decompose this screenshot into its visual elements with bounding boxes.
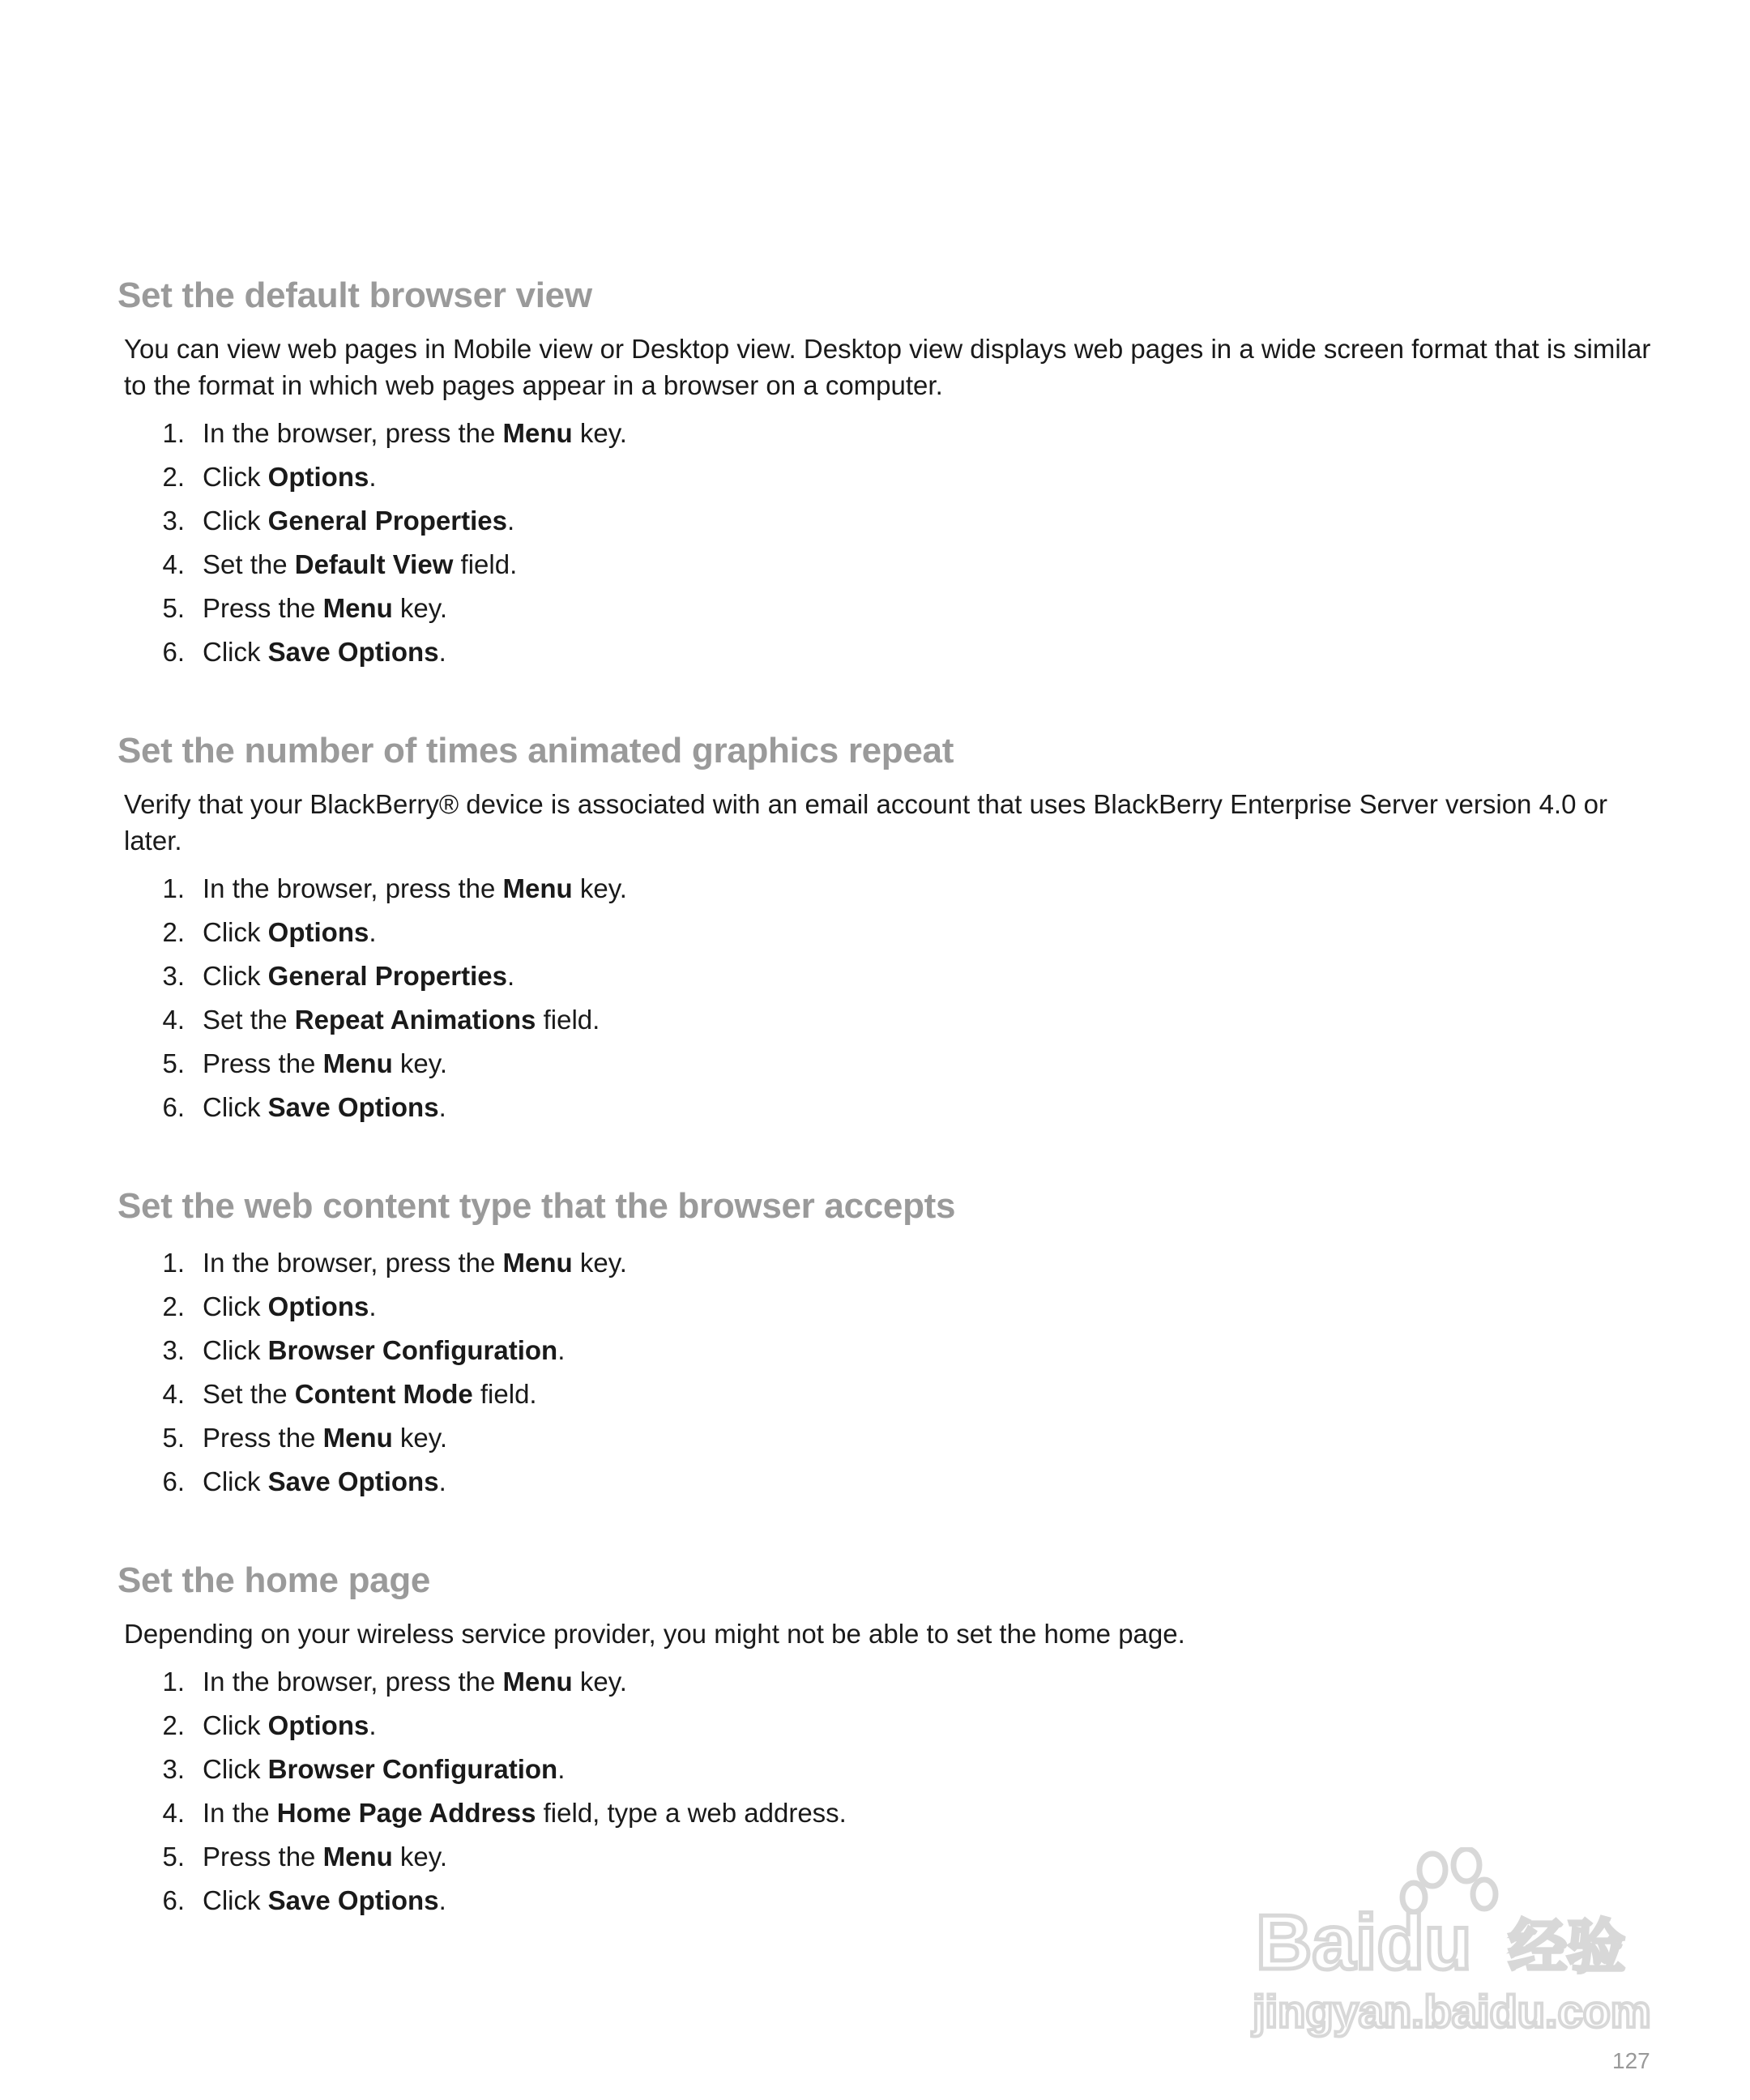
step-item	[117, 543, 1657, 587]
step-text-pre: Click	[203, 1754, 268, 1784]
step-number: 6.	[162, 1885, 185, 1915]
step-number: 2.	[162, 917, 185, 947]
step-text-pre: Click	[203, 1335, 268, 1365]
step-item	[117, 1704, 1657, 1748]
step-number: 2.	[162, 462, 185, 492]
step-text	[203, 1416, 447, 1460]
step-ui-term: Save Options	[267, 1466, 439, 1496]
step-text-post: field.	[472, 1379, 537, 1409]
section-intro: You can view web pages in Mobile view or Desktop view. Desktop view displays web pages in a wide screen format that is similar to the format in which web pages appear in a browser on a computer.	[124, 334, 1651, 400]
step-ui-term: Save Options	[267, 637, 439, 667]
step-text-post: .	[369, 1291, 377, 1321]
watermark-brand-suffix: 经验	[1509, 1913, 1626, 1981]
step-text-post: key.	[572, 1667, 627, 1697]
steps-list	[117, 867, 1657, 1129]
step-ui-term: Options	[267, 1710, 369, 1740]
document-page	[117, 275, 1657, 1979]
page-number: 127	[1612, 2048, 1650, 2073]
step-number: 3.	[162, 1335, 185, 1365]
step-text-post: .	[557, 1754, 566, 1784]
step-ui-term: Menu	[322, 1048, 393, 1078]
step-ui-term: Browser Configuration	[267, 1754, 558, 1784]
step-text	[203, 630, 446, 674]
step-text-post: .	[438, 1092, 446, 1122]
section-title: Set the web content type that the browser accepts	[117, 1186, 956, 1226]
step-ui-term: Menu	[502, 418, 573, 448]
step-ui-term: Options	[267, 917, 369, 947]
step-ui-term: Menu	[322, 593, 393, 623]
step-text-post: .	[369, 462, 377, 492]
step-text-post: field.	[536, 1005, 600, 1035]
step-ui-term: Options	[267, 1291, 369, 1321]
step-ui-term: Menu	[502, 873, 573, 903]
step-ui-term: Menu	[502, 1248, 573, 1278]
step-text	[203, 1791, 847, 1835]
step-text-pre: In the browser, press the	[203, 1248, 503, 1278]
step-text-post: .	[438, 637, 446, 667]
step-ui-term: Home Page Address	[276, 1798, 536, 1828]
step-item	[117, 1329, 1657, 1372]
step-text-pre: Click	[203, 1710, 268, 1740]
step-ui-term: Browser Configuration	[267, 1335, 558, 1365]
watermark-url: jingyan.baidu.com	[1253, 1986, 1651, 2037]
step-item	[117, 1791, 1657, 1835]
step-ui-term: General Properties	[267, 506, 507, 536]
step-text-pre: Set the	[203, 549, 295, 579]
step-text-post: .	[438, 1885, 446, 1915]
step-text-post: key.	[392, 1048, 447, 1078]
step-item	[117, 1086, 1657, 1129]
step-text	[203, 1748, 565, 1791]
step-text-pre: Click	[203, 1291, 268, 1321]
step-text-pre: In the browser, press the	[203, 1667, 503, 1697]
step-number: 5.	[162, 1048, 185, 1078]
step-text-pre: In the	[203, 1798, 277, 1828]
step-ui-term: Menu	[502, 1667, 573, 1697]
step-text	[203, 1241, 627, 1285]
step-number: 6.	[162, 1466, 185, 1496]
step-text-pre: Press the	[203, 593, 323, 623]
step-number: 5.	[162, 1842, 185, 1872]
step-text	[203, 1835, 447, 1879]
step-text-pre: Click	[203, 917, 268, 947]
step-text-pre: Press the	[203, 1048, 323, 1078]
step-item	[117, 1241, 1657, 1285]
step-item	[117, 412, 1657, 455]
baidu-jingyan-watermark	[1248, 1847, 1669, 2042]
step-item	[117, 455, 1657, 499]
step-ui-term: Save Options	[267, 1092, 439, 1122]
step-number: 3.	[162, 506, 185, 536]
step-item	[117, 587, 1657, 630]
step-item	[117, 1285, 1657, 1329]
step-text-post: key.	[572, 418, 627, 448]
step-text	[203, 867, 627, 911]
step-number: 4.	[162, 1005, 185, 1035]
section	[117, 275, 1657, 674]
step-text	[203, 1879, 446, 1923]
step-number: 1.	[162, 1667, 185, 1697]
step-text	[203, 1329, 565, 1372]
step-text-post: key.	[392, 1842, 447, 1872]
step-number: 3.	[162, 1754, 185, 1784]
section-title: Set the default browser view	[117, 275, 592, 315]
step-text-pre: Click	[203, 637, 268, 667]
step-number: 4.	[162, 549, 185, 579]
step-text	[203, 1042, 447, 1086]
step-item	[117, 954, 1657, 998]
steps-list	[117, 412, 1657, 674]
step-text-pre: In the browser, press the	[203, 418, 503, 448]
section-intro: Depending on your wireless service provider, you might not be able to set the home page.	[124, 1619, 1185, 1649]
section-title: Set the home page	[117, 1560, 431, 1600]
step-text	[203, 499, 514, 543]
step-number: 3.	[162, 961, 185, 991]
step-item	[117, 630, 1657, 674]
section-title: Set the number of times animated graphics repeat	[117, 731, 954, 770]
section-intro: Verify that your BlackBerry® device is associated with an email account that uses BlackBerry Enterprise Server version 4.0 or later.	[124, 789, 1607, 856]
step-number: 2.	[162, 1291, 185, 1321]
step-text	[203, 587, 447, 630]
step-text	[203, 1460, 446, 1504]
step-item	[117, 499, 1657, 543]
step-item	[117, 911, 1657, 954]
step-number: 5.	[162, 1423, 185, 1453]
step-text-pre: In the browser, press the	[203, 873, 503, 903]
step-ui-term: Menu	[322, 1423, 393, 1453]
step-text-pre: Click	[203, 1885, 268, 1915]
step-item	[117, 1416, 1657, 1460]
step-ui-term: Options	[267, 462, 369, 492]
step-ui-term: Save Options	[267, 1885, 439, 1915]
step-text-pre: Press the	[203, 1423, 323, 1453]
step-number: 4.	[162, 1379, 185, 1409]
step-text-post: field.	[453, 549, 518, 579]
section	[117, 1186, 1657, 1504]
step-text-post: .	[506, 961, 515, 991]
step-text-pre: Click	[203, 1466, 268, 1496]
step-ui-term: General Properties	[267, 961, 507, 991]
watermark-brand: Baidu	[1256, 1899, 1472, 1986]
step-text-post: .	[506, 506, 515, 536]
step-number: 5.	[162, 593, 185, 623]
step-text	[203, 455, 377, 499]
step-text	[203, 911, 377, 954]
step-ui-term: Repeat Animations	[294, 1005, 536, 1035]
step-text-post: .	[438, 1466, 446, 1496]
sections-container	[117, 275, 1657, 1923]
step-number: 2.	[162, 1710, 185, 1740]
section	[117, 731, 1657, 1129]
step-text-pre: Click	[203, 1092, 268, 1122]
step-item	[117, 1748, 1657, 1791]
step-number: 1.	[162, 1248, 185, 1278]
step-text-pre: Click	[203, 961, 268, 991]
step-text-pre: Click	[203, 462, 268, 492]
step-number: 6.	[162, 1092, 185, 1122]
steps-list	[117, 1241, 1657, 1504]
step-ui-term: Default View	[294, 549, 454, 579]
step-text-pre: Set the	[203, 1005, 295, 1035]
step-number: 4.	[162, 1798, 185, 1828]
step-text	[203, 543, 517, 587]
step-text	[203, 998, 600, 1042]
step-item	[117, 1660, 1657, 1704]
step-text-post: .	[557, 1335, 566, 1365]
step-number: 6.	[162, 637, 185, 667]
step-text-post: .	[369, 1710, 377, 1740]
step-text-pre: Set the	[203, 1379, 295, 1409]
step-number: 1.	[162, 418, 185, 448]
step-number: 1.	[162, 873, 185, 903]
step-text	[203, 1704, 377, 1748]
step-text	[203, 412, 627, 455]
step-item	[117, 1042, 1657, 1086]
step-text	[203, 1285, 377, 1329]
step-text	[203, 954, 514, 998]
step-text-post: key.	[392, 1423, 447, 1453]
step-ui-term: Content Mode	[294, 1379, 473, 1409]
step-ui-term: Menu	[322, 1842, 393, 1872]
step-item	[117, 1460, 1657, 1504]
step-text-pre: Press the	[203, 1842, 323, 1872]
step-text	[203, 1660, 627, 1704]
step-item	[117, 1372, 1657, 1416]
step-text-pre: Click	[203, 506, 268, 536]
step-text-post: key.	[392, 593, 447, 623]
step-item	[117, 998, 1657, 1042]
step-text	[203, 1086, 446, 1129]
step-text-post: .	[369, 917, 377, 947]
step-text-post: key.	[572, 873, 627, 903]
step-item	[117, 867, 1657, 911]
step-text-post: field, type a web address.	[536, 1798, 847, 1828]
step-text	[203, 1372, 537, 1416]
step-text-post: key.	[572, 1248, 627, 1278]
